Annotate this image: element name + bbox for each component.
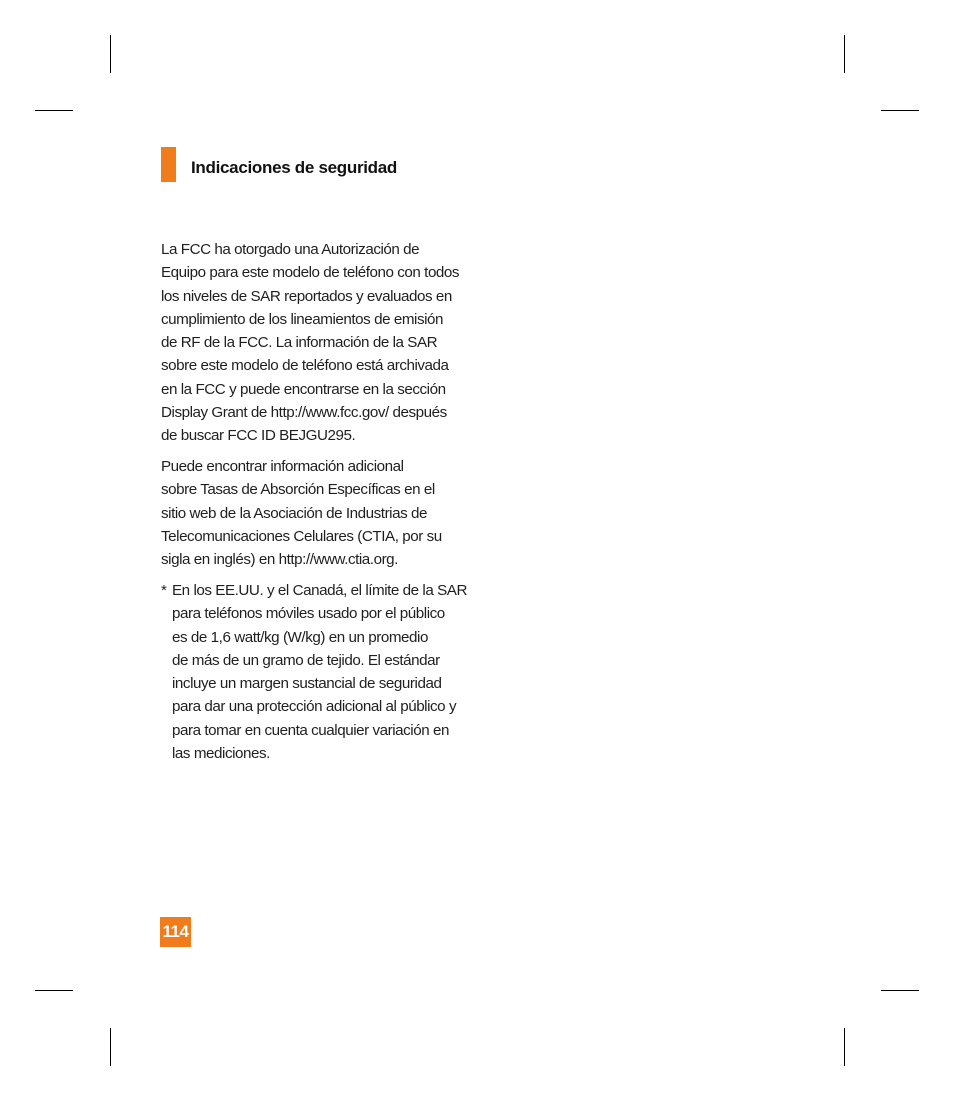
text-line: de buscar FCC ID BEJGU295. xyxy=(161,427,356,445)
text-line: Puede encontrar información adicional xyxy=(161,458,404,475)
page-number: 114 xyxy=(160,917,191,947)
footnote-sar-limit xyxy=(161,579,468,765)
crop-mark-bottom-left-vertical xyxy=(110,1028,111,1066)
text-line: las mediciones. xyxy=(172,745,270,763)
crop-mark-top-right-vertical xyxy=(844,35,845,73)
text-line: en la FCC y puede encontrarse en la sección xyxy=(161,380,446,398)
crop-mark-top-left-horizontal xyxy=(35,110,73,111)
text-line: cumplimiento de los lineamientos de emisión xyxy=(161,310,444,328)
text-line: sigla en inglés) en http://www.ctia.org. xyxy=(161,551,398,569)
crop-mark-bottom-right-horizontal xyxy=(881,990,919,991)
crop-mark-top-left-vertical xyxy=(110,35,111,73)
text-line: sobre Tasas de Absorción Específicas en el xyxy=(161,481,435,499)
text-line: La FCC ha otorgado una Autorización de xyxy=(161,241,420,258)
text-line: los niveles de SAR reportados y evaluados en xyxy=(161,287,452,305)
text-line: Equipo para este modelo de teléfono con todos xyxy=(161,264,460,282)
section-accent-bar xyxy=(161,147,176,182)
text-line: de RF de la FCC. La información de la SAR xyxy=(161,334,438,352)
text-line: Display Grant de http://www.fcc.gov/ después xyxy=(161,404,447,422)
text-line: es de 1,6 watt/kg (W/kg) en un promedio xyxy=(172,628,428,646)
text-line: sitio web de la Asociación de Industrias de xyxy=(161,504,428,522)
text-line: En los EE.UU. y el Canadá, el límite de la SAR xyxy=(172,582,468,599)
text-line: de más de un gramo de tejido. El estándar xyxy=(172,651,440,669)
text-line: sobre este modelo de teléfono está archivada xyxy=(161,357,449,375)
section-title: Indicaciones de seguridad xyxy=(191,158,398,177)
text-line: incluye un margen sustancial de seguridad xyxy=(172,675,442,693)
paragraph-ctia-info xyxy=(161,455,456,571)
text-line: Telecomunicaciones Celulares (CTIA, por su xyxy=(161,527,442,545)
footnote-body xyxy=(172,579,468,765)
text-line: para tomar en cuenta cualquier variación en xyxy=(172,721,449,739)
footnote-marker: * xyxy=(161,582,167,599)
paragraph-fcc-authorization xyxy=(161,238,460,448)
crop-mark-bottom-left-horizontal xyxy=(35,990,73,991)
text-line: para teléfonos móviles usado por el público xyxy=(172,605,445,623)
text-line: para dar una protección adicional al público y xyxy=(172,698,457,716)
crop-mark-top-right-horizontal xyxy=(881,110,919,111)
crop-mark-bottom-right-vertical xyxy=(844,1028,845,1066)
